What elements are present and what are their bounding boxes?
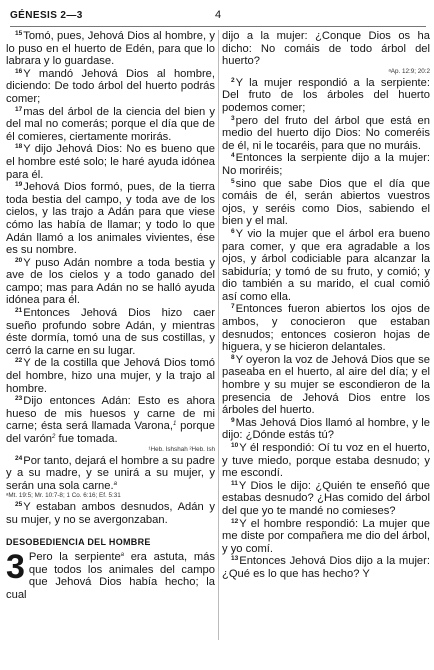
verse-number: 12 xyxy=(231,517,239,525)
right-column xyxy=(222,30,430,581)
verse-number: 16 xyxy=(15,67,23,75)
verse-paragraph xyxy=(222,518,430,556)
verse-paragraph xyxy=(6,257,215,307)
verse-number: 11 xyxy=(231,479,238,487)
verse-text: mas del árbol de la ciencia del bien y del mal no comerás; porque el día que de él comieres, ciertamente morirás. xyxy=(6,105,215,143)
cross-reference-note: ᵃAp. 12:9; 20:2 xyxy=(388,67,430,75)
cross-reference-marker[interactable]: a xyxy=(113,480,117,487)
footnote-marker[interactable]: 2 xyxy=(52,434,56,440)
verse-paragraph xyxy=(222,303,430,353)
verse-number: 18 xyxy=(15,143,23,151)
verse-text: Jehová Dios formó, pues, de la tierra toda bestia del campo, y toda ave de los cielos, y las trajo a Adán para que viese cómo las había de llamar; y todo lo que Adán llamó a los animales vivientes, ése es su nombre. xyxy=(6,181,215,257)
verse-paragraph xyxy=(222,77,430,115)
verse-paragraph xyxy=(6,357,215,395)
verse-text: pero del fruto del árbol que está en medio del huerto dijo Dios: No comeréis de él, ni le tocaréis, para que no muráis. xyxy=(222,114,430,152)
verse-text: Entonces Jehová Dios dijo a la mujer: ¿Qué es lo que has hecho? Y xyxy=(222,555,430,580)
verse-text: Y de la costilla que Jehová Dios tomó del hombre, hizo una mujer, y la trajo al hombre. xyxy=(6,357,215,395)
cross-reference-note: ᵃMt. 19:5; Mr. 10:7-8; 1 Co. 6:16; Ef. 5:31 xyxy=(6,492,121,500)
verse-number: 4 xyxy=(231,152,235,160)
verse-number: 15 xyxy=(15,30,23,37)
verse-text: era astuta, más que todos los animales del campo que Jehová Dios había hecho; la cual xyxy=(6,551,215,601)
verse-paragraph xyxy=(222,152,430,177)
chapter-opening xyxy=(6,548,215,601)
verse-text: Por tanto, dejará el hombre a su padre y a su madre, y se unirá a su mujer, y serán una sola carne. xyxy=(6,454,215,492)
verse-paragraph xyxy=(222,354,430,417)
verse-paragraph xyxy=(6,501,215,526)
column-divider xyxy=(218,30,219,640)
verse-number: 6 xyxy=(231,227,235,235)
verse-paragraph xyxy=(6,30,215,68)
footnote-marker[interactable]: 1 xyxy=(172,421,177,428)
verse-text: Entonces la serpiente dijo a la mujer: No moriréis; xyxy=(222,152,430,177)
verse-number: 5 xyxy=(231,177,235,185)
verse-paragraph xyxy=(6,455,215,493)
verse-number: 8 xyxy=(231,353,235,361)
verse-number: 23 xyxy=(15,395,23,403)
verse-text: Tomó, pues, Jehová Dios al hombre, y lo puso en el huerto de Edén, para que lo labrara y lo guardase. xyxy=(6,30,215,68)
page-number: 4 xyxy=(215,9,222,21)
verse-text: Y el hombre respondió: La mujer que me diste por compañera me dio del árbol, y yo comí. xyxy=(222,517,430,555)
footnote: ¹Heb. Ishshah ²Heb. Ish xyxy=(148,445,215,453)
verse-paragraph xyxy=(222,442,430,480)
verse-text: Y él respondió: Oí tu voz en el huerto, y tuve miedo, porque estaba desnudo; y me escondí. xyxy=(222,442,430,480)
verse-text: Y dijo Jehová Dios: No es bueno que el hombre esté solo; le haré ayuda idónea para él. xyxy=(6,143,215,181)
cross-reference-marker[interactable]: a xyxy=(120,552,125,559)
verse-text: fue tomada. xyxy=(55,433,118,445)
verse-text: Y oyeron la voz de Jehová Dios que se paseaba en el huerto, al aire del día; y el hombre y su mujer se escondieron de la presencia de Jehová Dios entre los árboles del huerto. xyxy=(222,353,430,417)
verse-text: Y la mujer respondió a la serpiente: Del fruto de los árboles del huerto podemos comer; xyxy=(222,76,430,114)
verse-text: porque del varón xyxy=(6,420,216,445)
verse-number: 21 xyxy=(15,307,23,315)
verse-number: 3 xyxy=(231,114,235,122)
verse-number: 19 xyxy=(15,181,23,189)
verse-number: 22 xyxy=(15,357,23,365)
verse-text: Y mandó Jehová Dios al hombre, diciendo: De todo árbol del huerto podrás comer; xyxy=(6,67,215,105)
verse-paragraph xyxy=(222,178,430,228)
verse-text: Entonces Jehová Dios hizo caer sueño profundo sobre Adán, y mientras éste dormía, tomó una de sus costillas, y cerró la carne en su lugar. xyxy=(6,307,215,357)
verse-number: 13 xyxy=(231,555,239,563)
verse-paragraph xyxy=(222,480,430,518)
verse-text: Y vio la mujer que el árbol era bueno para comer, y que era agradable a los ojos, y árbol codiciable para alcanzar la sabiduría; y tomó de su fruto, y comió; y dio también a su marido, el cual comió así como ella. xyxy=(222,227,430,303)
verse-number: 9 xyxy=(231,416,235,424)
book-chapter-heading: GÉNESIS 2—3 xyxy=(10,10,83,21)
verse-paragraph xyxy=(6,106,215,144)
running-header xyxy=(10,10,426,27)
verse-number: 10 xyxy=(231,442,239,449)
section-title: DESOBEDIENCIA DEL HOMBRE xyxy=(6,536,151,547)
verse-text: sino que sabe Dios que el día que comáis de él, serán abiertos vuestros ojos, y seréis como Dios, sabiendo el bien y el mal. xyxy=(222,177,430,228)
verse-paragraph xyxy=(6,395,215,445)
verse-paragraph xyxy=(6,307,215,357)
verse-text: Entonces fueron abiertos los ojos de ambos, y conocieron que estaban desnudos; entonces cosieron hojas de higuera, y se hicieron delantales. xyxy=(222,303,430,354)
left-column xyxy=(6,30,215,602)
verse-paragraph xyxy=(222,555,430,580)
verse-number: 17 xyxy=(15,105,23,113)
verse-text: Dijo entonces Adán: Esto es ahora hueso de mis huesos y carne de mi carne; ésta será llamada Varona, xyxy=(6,395,215,433)
verse-paragraph xyxy=(222,228,430,304)
verse-paragraph xyxy=(6,181,215,257)
verse-text: Pero la serpiente xyxy=(28,551,121,564)
verse-continuation: dijo a la mujer: ¿Conque Dios os ha dicho: No comáis de todo árbol del huerto? xyxy=(222,30,430,68)
verse-text: Mas Jehová Dios llamó al hombre, y le dijo: ¿Dónde estás tú? xyxy=(222,416,430,442)
verse-paragraph xyxy=(222,417,430,442)
verse-number: 20 xyxy=(15,256,23,264)
verse-number: 24 xyxy=(15,454,23,462)
verse-text: Y Dios le dijo: ¿Quién te enseñó que estabas desnudo? ¿Has comido del árbol del que yo te mandé no comieses? xyxy=(222,479,430,517)
verse-number: 7 xyxy=(231,303,235,311)
verse-paragraph xyxy=(222,115,430,153)
verse-paragraph xyxy=(6,143,215,181)
verse-number: 2 xyxy=(231,76,235,84)
verse-paragraph xyxy=(6,68,215,106)
verse-text: Y estaban ambos desnudos, Adán y su mujer, y no se avergonzaban. xyxy=(6,501,215,526)
verse-number: 25 xyxy=(15,501,23,509)
chapter-number: 3 xyxy=(6,548,25,587)
verse-text: Y puso Adán nombre a toda bestia y ave de los cielos y a todo ganado del campo; mas para Adán no se halló ayuda idónea para él. xyxy=(6,256,215,307)
